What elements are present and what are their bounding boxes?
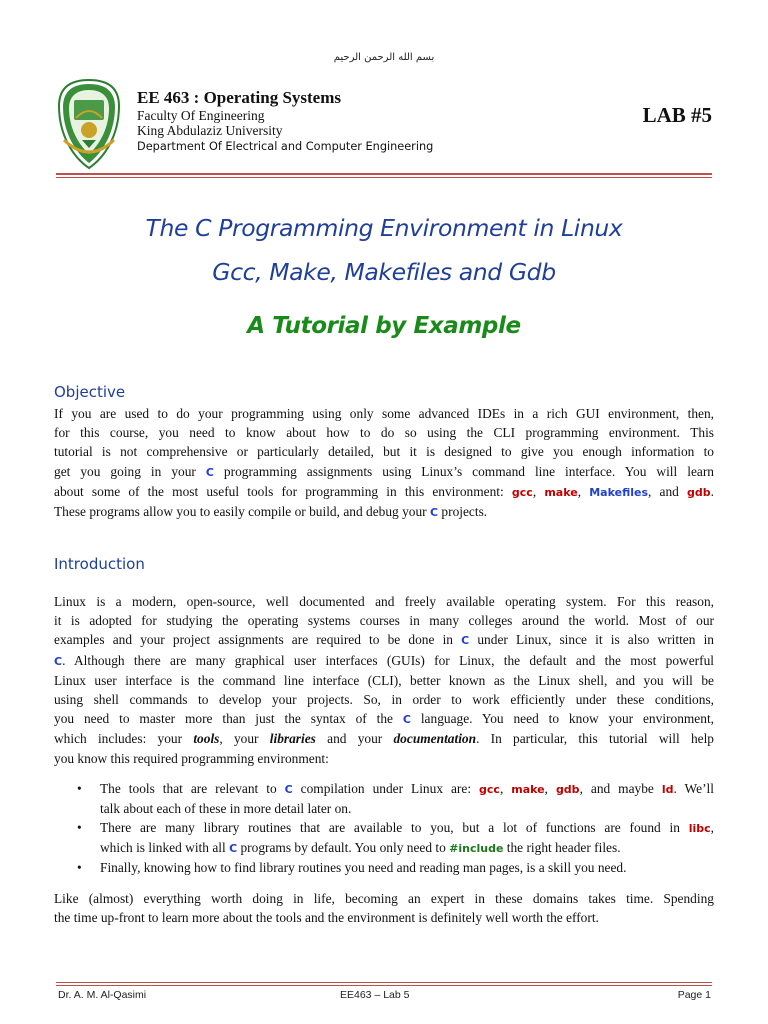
code-gcc: gcc — [479, 783, 500, 796]
code-include: #include — [449, 842, 504, 855]
footer-rule-secondary — [56, 985, 712, 986]
list-item: • Finally, knowing how to find library routines you need and reading man pages, is a skill you need. — [77, 860, 627, 875]
code-ld: ld — [661, 783, 674, 796]
text-line: get you going in your C programming assignments using Linux’s command line interface. You will learn — [54, 463, 714, 479]
closing-paragraph — [54, 889, 714, 927]
code-make: make — [544, 485, 578, 499]
text-line: which includes: your tools, your libraries and your documentation. In particular, this tutorial will help — [54, 731, 715, 747]
emphasis-libraries: libraries — [269, 731, 316, 747]
lab-number: LAB #5 — [642, 103, 712, 127]
list-item: • The tools that are relevant to C compilation under Linux are: gcc, make, gdb, and maybe ld. We’ll talk about each of these in more detail later on. — [77, 781, 714, 816]
university-logo-icon — [56, 78, 122, 170]
code-c: C — [461, 634, 470, 648]
code-make: make — [511, 783, 545, 796]
text-line: Like (almost) everything worth doing in life, becoming an expert in these domains takes time. Spending — [54, 891, 714, 906]
code-gdb: gdb — [555, 783, 580, 796]
faculty-name: Faculty Of Engineering — [137, 108, 265, 123]
title-line-1: The C Programming Environment in Linux — [145, 214, 623, 242]
code-c: C — [54, 654, 63, 668]
bullet-icon: • — [77, 820, 82, 835]
code-c: C — [229, 842, 238, 855]
title-line-2: Gcc, Make, Makefiles and Gdb — [212, 258, 556, 286]
text-line: C. Although there are many graphical user interfaces (GUIs) for Linux, the default and the most powerful — [54, 652, 714, 668]
footer-course: EE463 – Lab 5 — [340, 989, 410, 1001]
header-rule-secondary — [56, 177, 712, 178]
code-gcc: gcc — [511, 485, 533, 499]
footer-page-number: Page 1 — [677, 989, 711, 1001]
code-c: C — [402, 713, 411, 727]
text-line: Linux user interface is the command line interface (CLI), better known as the Linux shell, and you will be — [54, 672, 714, 688]
objective-paragraph — [54, 404, 714, 522]
text-line: you need to master more than just the syntax of the C language. You need to know your environment, — [54, 711, 715, 727]
text-line: examples and your project assignments are required to be done in C under Linux, since it is also written in — [54, 632, 714, 648]
text-line: tutorial is not comprehensive or particularly detailed, but it is designed to give you enough information to — [54, 444, 714, 460]
text-line: about some of the most useful tools for programming in this environment: gcc, make, Makefiles, and gdb. — [54, 483, 714, 499]
text-line: the time up-front to learn more about the tools and the environment is definitely well worth the effort. — [54, 910, 599, 926]
list-item: • There are many library routines that are available to you, but a lot of functions are found in libc, which is linked with all C programs by default. You only need to #include the right header files. — [77, 820, 714, 855]
footer-rule — [56, 982, 712, 983]
basmala: بسم الله الرحمن الرحيم — [333, 52, 435, 63]
header-rule — [56, 173, 712, 175]
code-c: C — [205, 465, 214, 479]
code-gdb: gdb — [687, 485, 711, 499]
bullet-icon: • — [77, 781, 82, 796]
course-title: EE 463 : Operating Systems — [137, 88, 341, 107]
bullet-icon: • — [77, 860, 82, 875]
footer-author: Dr. A. M. Al-Qasimi — [58, 989, 147, 1001]
text-line: it is adopted for studying the operating systems courses in many colleges around the world. Most of our — [54, 613, 714, 629]
emphasis-tools: tools — [193, 731, 220, 747]
code-c: C — [429, 506, 439, 520]
bullet-list — [54, 779, 714, 877]
code-libc: libc — [688, 822, 711, 835]
text-line: These programs allow you to easily compile or build, and debug your C projects. — [54, 504, 488, 520]
university-name: King Abdulaziz University — [137, 123, 283, 138]
title-line-3: A Tutorial by Example — [247, 313, 521, 339]
text-line: you know this required programming environment: — [54, 750, 329, 766]
introduction-paragraph — [54, 592, 714, 768]
text-line: using shell commands to develop your projects. So, in order to work efficiently under these conditions, — [54, 692, 714, 708]
text-line: If you are used to do your programming using only some advanced IDEs in a rich GUI environment, then, — [54, 406, 714, 421]
section-heading-objective: Objective — [54, 383, 126, 401]
text-line: for this course, you need to know about how to do so using the CLI programming environment. This — [54, 425, 714, 441]
emphasis-documentation: documentation — [393, 731, 477, 747]
code-c: C — [284, 783, 293, 796]
text-line: Linux is a modern, open-source, well documented and freely available operating system. For this reason, — [54, 594, 714, 609]
code-makefiles: Makefiles — [589, 485, 649, 499]
department-name: Department Of Electrical and Computer Engineering — [137, 140, 434, 153]
section-heading-introduction: Introduction — [54, 555, 145, 573]
